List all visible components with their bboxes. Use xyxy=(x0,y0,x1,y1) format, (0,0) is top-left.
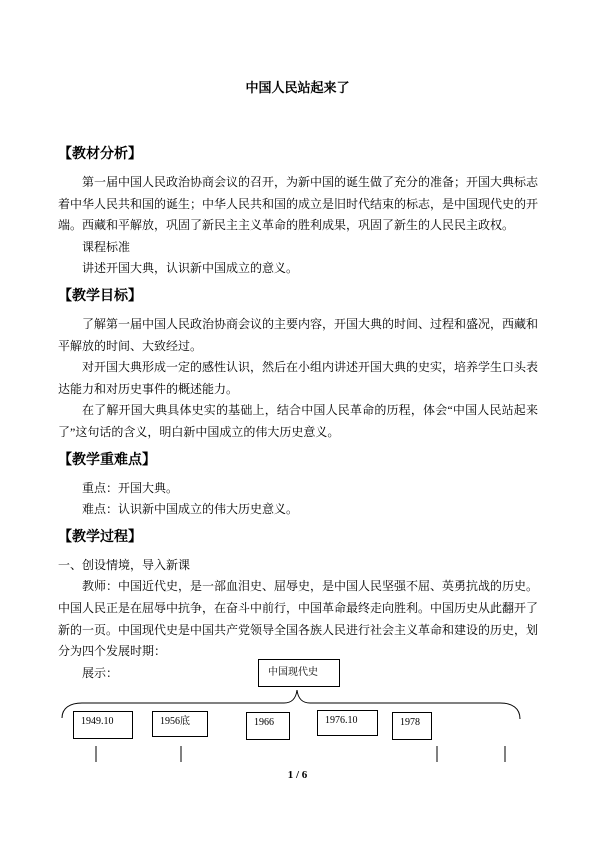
paragraph-line: 教师：中国近代史，是一部血泪史、屈辱史，是中国人民坚强不屈、英勇抗战的历史。 xyxy=(82,579,539,594)
process-step-title: 一、创设情境，导入新课 xyxy=(58,557,191,572)
objective-item xyxy=(58,314,538,357)
period-box-1976: 1976.10 xyxy=(317,710,378,736)
analysis-paragraph xyxy=(58,172,538,237)
period-box-1949: 1949.10 xyxy=(73,711,133,739)
document-title: 中国人民站起来了 xyxy=(245,80,350,95)
diagram-root-box: 中国现代史 xyxy=(258,659,340,687)
page-number: 1 / 6 xyxy=(287,769,308,781)
objective-item xyxy=(58,357,538,400)
paragraph-line: 新的一页。中国现代史是中国共产党领导全国各族人民进行社会主义革命和建设的历史，划 xyxy=(58,622,539,637)
show-label: 展示： xyxy=(82,665,119,680)
paragraph-line: 端。西藏和平解放，巩固了新民主主义革命的胜利成果，巩固了新生的人民民主政权。 xyxy=(58,218,515,233)
paragraph-line: 平解放的时间、大致经过。 xyxy=(58,338,203,353)
paragraph-line: 着中华人民共和国的诞生；中华人民共和国的成立是旧时代结束的标志，是中国现代史的开 xyxy=(58,196,539,211)
paragraph-line: 了解第一届中国人民政治协商会议的主要内容，开国大典的时间、过程和盛况，西藏和 xyxy=(82,316,539,331)
heading-key-difficult-points: 【教学重难点】 xyxy=(58,452,156,468)
curriculum-standard-text: 讲述开国大典，认识新中国成立的意义。 xyxy=(82,261,299,276)
objective-item xyxy=(58,400,538,443)
heading-teaching-process: 【教学过程】 xyxy=(58,529,142,545)
teacher-paragraph xyxy=(58,576,538,662)
paragraph-line: 第一届中国人民政治协商会议的召开，为新中国的诞生做了充分的准备；开国大典标志 xyxy=(82,175,539,189)
period-box-1978: 1978 xyxy=(392,712,432,740)
period-box-1966: 1966 xyxy=(246,712,290,740)
paragraph-line: 达能力和对历史事件的概述能力。 xyxy=(58,381,239,396)
paragraph-line: 分为四个发展时期： xyxy=(58,644,167,659)
heading-teaching-objectives: 【教学目标】 xyxy=(58,288,142,304)
heading-textbook-analysis: 【教材分析】 xyxy=(58,147,142,162)
paragraph-line: 了”这句话的含义，明白新中国成立的伟大历史意义。 xyxy=(58,424,340,439)
paragraph-line: 中国人民正是在屈辱中抗争，在奋斗中前行，中国革命最终走向胜利。中国历史从此翻开了 xyxy=(58,600,539,615)
key-point: 重点：开国大典。 xyxy=(82,480,179,495)
paragraph-line: 在了解开国大典具体史实的基础上，结合中国人民革命的历程，体会“中国人民站起来 xyxy=(82,403,538,418)
curriculum-standard-label: 课程标准 xyxy=(82,239,131,254)
difficult-point: 难点：认识新中国成立的伟大历史意义。 xyxy=(82,502,299,517)
document-body xyxy=(58,138,538,684)
period-box-1956: 1956底 xyxy=(152,711,208,737)
paragraph-line: 对开国大典形成一定的感性认识，然后在小组内讲述开国大典的史实，培养学生口头表 xyxy=(82,360,539,375)
